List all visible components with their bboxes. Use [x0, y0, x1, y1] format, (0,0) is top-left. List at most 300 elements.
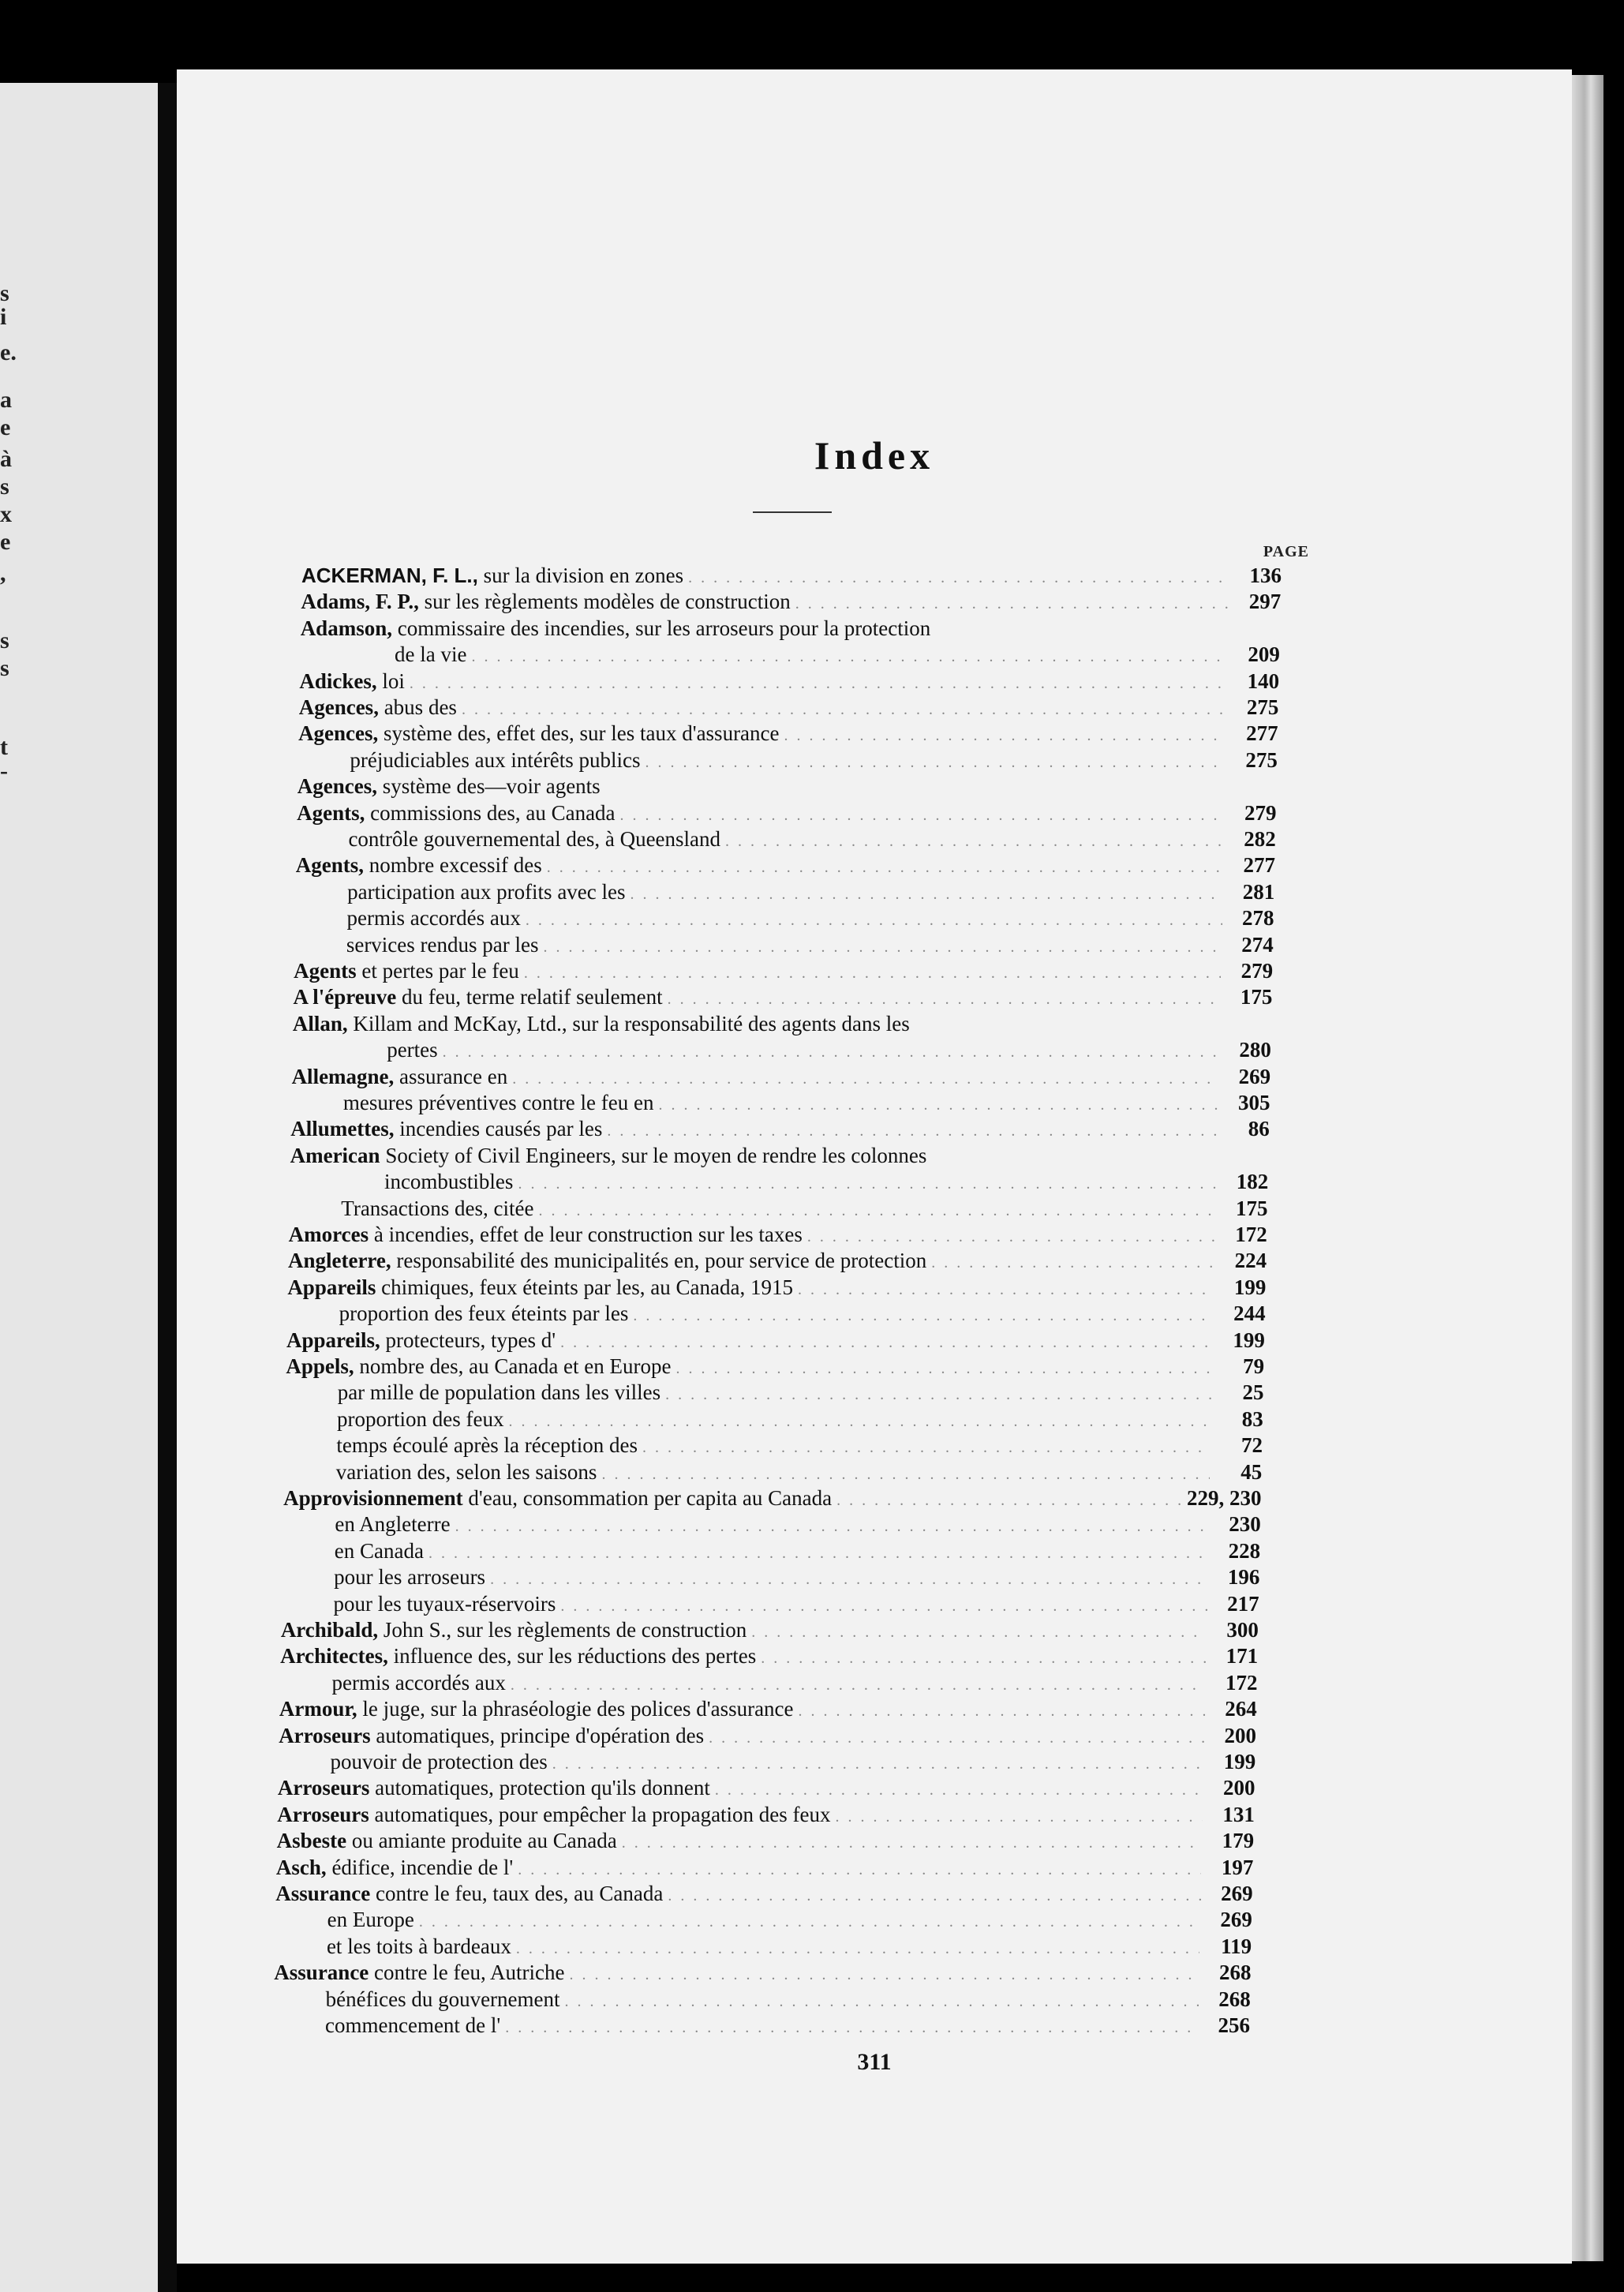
index-entry: [277, 1802, 1255, 1827]
entry-page-number: 199: [1223, 1750, 1256, 1773]
entry-text: [286, 1328, 556, 1353]
entry-page-number: 172: [1225, 1670, 1258, 1695]
index-entry: [335, 1511, 1260, 1537]
dot-leader: [751, 1620, 1207, 1645]
entry-text: [276, 1855, 513, 1880]
facing-page-text-fragment: x: [0, 501, 12, 527]
index-entry: [384, 1169, 1268, 1194]
index-entry: [299, 695, 1279, 720]
entry-heading: Architectes,: [280, 1644, 388, 1668]
entry-page-number: 86: [1248, 1117, 1270, 1141]
facing-page-text-fragment: s: [0, 474, 9, 500]
dot-leader: [518, 1857, 1201, 1882]
index-entry: [294, 958, 1273, 983]
facing-page-text-fragment: à: [0, 446, 12, 472]
index-entry: [297, 773, 1277, 799]
entry-heading: Arroseurs: [277, 1802, 369, 1826]
index-entry: [294, 984, 1273, 1009]
entry-page-number: 279: [1240, 959, 1274, 983]
entry-description: participation aux profits avec les: [347, 879, 626, 904]
entry-page-number: 119: [1221, 1934, 1252, 1958]
entry-page-number: 282: [1244, 827, 1276, 851]
entry-page-number: 224: [1234, 1249, 1267, 1273]
entry-page-number: 269: [1221, 1882, 1253, 1905]
entry-description: en Europe: [327, 1908, 414, 1932]
entry-text: [333, 1591, 556, 1616]
entry-description: bénéfices du gouvernement: [325, 1987, 560, 2011]
entry-heading: Agents,: [295, 853, 365, 878]
dot-leader: [665, 1382, 1211, 1407]
entry-description: protecteurs, types d': [380, 1328, 556, 1352]
entry-description: contrôle gouvernemental des, à Queensland: [348, 827, 721, 851]
index-entry: [334, 1564, 1259, 1590]
entry-page-number: 200: [1224, 1723, 1256, 1747]
facing-page-text-fragment: -: [0, 758, 8, 784]
index-entry: [348, 826, 1275, 852]
dot-leader: [709, 1725, 1204, 1751]
entry-text: [336, 1459, 597, 1485]
dot-leader: [668, 1883, 1200, 1908]
dot-leader: [560, 1330, 1213, 1355]
entry-page-number: 230: [1229, 1512, 1261, 1537]
entry-description: mesures préventives contre le feu en: [342, 1091, 654, 1114]
entry-page-number: 274: [1241, 932, 1274, 957]
entry-text: [341, 1196, 533, 1221]
dot-leader: [761, 1646, 1206, 1671]
index-entry: [288, 1248, 1267, 1273]
entry-description: ou amiante produite au Canada: [346, 1829, 617, 1853]
entry-page-number: 275: [1245, 747, 1278, 772]
entry-description: loi: [376, 668, 405, 693]
entry-page-number: 305: [1237, 1091, 1270, 1114]
entry-description: temps écoulé après la réception des: [336, 1433, 638, 1458]
dot-leader: [518, 1171, 1216, 1197]
index-entry: [293, 1011, 1272, 1036]
entry-description: automatiques, protection qu'ils donnent: [369, 1776, 710, 1800]
index-entry: [281, 1617, 1259, 1642]
entry-text: [287, 1275, 793, 1300]
entry-text: [348, 826, 720, 852]
entry-text: [343, 1090, 654, 1115]
entry-heading: Approvisionnement: [283, 1486, 463, 1510]
entry-heading: Allumettes,: [290, 1117, 395, 1141]
entry-description: commissaire des incendies, sur les arroseurs pour la protection: [391, 616, 931, 640]
facing-page-text-fragment: i: [0, 304, 7, 330]
entry-description: Killam and McKay, Ltd., sur la responsabilité des agents dans les: [347, 1011, 910, 1036]
entry-heading: Appareils: [287, 1275, 376, 1299]
index-page: [177, 69, 1572, 2264]
index-entry: [338, 1380, 1264, 1405]
entry-page-number: 281: [1242, 879, 1275, 904]
entry-description: préjudiciables aux intérêts publics: [350, 747, 641, 772]
entry-heading: Agences,: [297, 774, 377, 799]
entry-text: [327, 1934, 511, 1959]
entry-text: [293, 1011, 910, 1036]
entry-text: [278, 1775, 710, 1800]
entry-text: [296, 852, 542, 878]
entry-text: [281, 1617, 747, 1642]
entry-text: [286, 1354, 671, 1379]
entry-description: contre le feu, Autriche: [369, 1961, 565, 1985]
facing-page-text-fragment: e: [0, 529, 11, 555]
entry-page-number: 131: [1222, 1802, 1255, 1826]
entry-text: [279, 1723, 704, 1748]
entry-description: Society of Civil Engineers, sur le moyen de rendre les colonnes: [380, 1143, 927, 1167]
entry-page-number: 268: [1218, 1987, 1251, 2011]
page-title: Index: [814, 433, 935, 478]
entry-heading: Assurance: [274, 1961, 369, 1985]
entry-page-number: 256: [1218, 2013, 1250, 2037]
entry-heading: Amorces: [288, 1223, 369, 1246]
entry-description: permis accordés aux: [346, 906, 521, 931]
index-entry: [301, 563, 1282, 588]
dot-leader: [659, 1092, 1218, 1118]
index-entry: [331, 1749, 1256, 1774]
dot-leader: [784, 723, 1226, 748]
entry-page-number: 182: [1236, 1170, 1269, 1194]
entry-page-number: 264: [1225, 1697, 1257, 1721]
entry-description: contre le feu, taux des, au Canada: [370, 1882, 664, 1905]
entry-page-number: 199: [1233, 1275, 1267, 1299]
index-entry: [325, 2013, 1250, 2038]
dot-leader: [516, 1936, 1199, 1961]
dot-leader: [688, 565, 1229, 590]
dot-leader: [676, 1356, 1213, 1381]
entry-text: [290, 1116, 602, 1141]
entry-text: [297, 773, 601, 799]
entry-description: John S., sur les règlements de construction: [378, 1618, 747, 1642]
entry-description: de la vie: [395, 642, 467, 667]
entry-page-number: 72: [1240, 1433, 1263, 1458]
dot-leader: [668, 987, 1221, 1012]
entry-page-number: 197: [1221, 1855, 1254, 1879]
index-entry: [339, 1301, 1266, 1326]
dot-leader: [631, 882, 1223, 907]
index-entry: [277, 1828, 1255, 1853]
index-entry: [301, 589, 1281, 614]
entry-text: [275, 1881, 663, 1906]
entry-description: d'eau, consommation per capita au Canada: [462, 1486, 833, 1510]
entry-text: [301, 616, 931, 641]
page-number: 311: [857, 2049, 892, 2075]
facing-page-text-fragment: s: [0, 655, 9, 681]
entry-description: nombre des, au Canada et en Europe: [354, 1354, 672, 1378]
entry-description: nombre excessif des: [364, 853, 542, 878]
entry-page-number: 217: [1227, 1591, 1259, 1616]
facing-page-text-fragment: s: [0, 627, 9, 654]
page-column-label: PAGE: [1263, 543, 1309, 560]
entry-page-number: 136: [1249, 564, 1282, 587]
dot-leader: [565, 1989, 1199, 2014]
entry-text: [294, 984, 663, 1009]
facing-page-text-fragment: e: [0, 414, 11, 440]
entry-text: [350, 747, 640, 773]
dot-leader: [505, 2015, 1198, 2040]
index-entry: [346, 905, 1274, 931]
index-entry: [286, 1328, 1265, 1353]
entry-page-number: 45: [1240, 1459, 1263, 1484]
entry-text: [336, 1432, 638, 1458]
entry-heading: Allemagne,: [291, 1064, 395, 1088]
entry-text: [327, 1907, 414, 1932]
entry-heading: A l'épreuve: [293, 985, 397, 1009]
entry-text: [334, 1564, 485, 1590]
entry-page-number: 278: [1242, 906, 1274, 931]
entry-page-number: 268: [1218, 1961, 1252, 1985]
entry-page-number: 297: [1248, 590, 1282, 614]
entry-text: [294, 958, 519, 983]
entry-text: [289, 1222, 803, 1247]
index-entry: [341, 1196, 1267, 1221]
entry-page-number: 279: [1244, 800, 1277, 825]
dot-leader: [410, 671, 1227, 696]
index-entry: [296, 852, 1275, 878]
entry-page-number: 179: [1222, 1829, 1255, 1853]
index-entry: [347, 879, 1274, 904]
index-entry: [280, 1643, 1258, 1668]
entry-text: [277, 1802, 830, 1827]
entry-text: [288, 1248, 926, 1273]
entry-heading: Adamson,: [300, 616, 392, 640]
entry-text: [299, 668, 405, 694]
book-spine: [158, 83, 177, 2292]
dot-leader: [622, 1830, 1202, 1856]
entry-page-number: 275: [1246, 695, 1279, 719]
dot-leader: [552, 1751, 1204, 1777]
entry-heading: Agences,: [298, 695, 379, 719]
index-entry: [276, 1855, 1253, 1880]
entry-description: en Angleterre: [335, 1512, 451, 1537]
entry-description: incombustibles: [384, 1170, 514, 1194]
facing-page-text-fragment: e.: [0, 339, 17, 365]
dot-leader: [455, 1514, 1209, 1539]
entry-page-number: 244: [1233, 1301, 1266, 1326]
entry-description: système des, effet des, sur les taux d'assurance: [378, 721, 780, 746]
entry-description: système des—voir agents: [376, 774, 601, 799]
index-entry: [278, 1775, 1255, 1800]
facing-page-text-fragment: t: [0, 734, 8, 760]
entry-page-number: 172: [1235, 1223, 1267, 1246]
entry-heading: Appels,: [286, 1354, 354, 1378]
entry-heading: Angleterre,: [287, 1249, 391, 1273]
entry-page-number: 200: [1223, 1776, 1255, 1800]
entry-text: [332, 1670, 506, 1695]
entry-text: [338, 1380, 660, 1405]
entry-page-number: 79: [1243, 1354, 1265, 1378]
entry-page-number: 83: [1241, 1406, 1263, 1431]
entry-text: [337, 1406, 503, 1432]
entry-heading: Archibald,: [280, 1618, 379, 1642]
entry-text: [292, 1064, 508, 1089]
entry-heading: Adams, F. P.,: [301, 590, 419, 614]
entry-text: [325, 2013, 500, 2038]
index-entry: [290, 1116, 1269, 1141]
entry-text: [335, 1538, 424, 1564]
entry-page-number: 300: [1226, 1618, 1259, 1642]
entry-heading: Asch,: [275, 1855, 327, 1879]
entry-text: [277, 1828, 617, 1853]
index-entry: [326, 1987, 1251, 2012]
entry-description: variation des, selon les saisons: [335, 1459, 597, 1484]
index-entry: [287, 1275, 1266, 1300]
entry-page-number: 229, 230: [1187, 1486, 1262, 1510]
entry-description: Transactions des, citée: [341, 1196, 534, 1220]
index-entry: [289, 1222, 1267, 1247]
entry-heading: Agences,: [298, 721, 379, 746]
entry-page-number: 199: [1233, 1328, 1265, 1352]
entry-description: proportion des feux éteints par les: [339, 1301, 629, 1326]
index-entry: [333, 1591, 1259, 1616]
index-entry: [275, 1881, 1252, 1906]
entry-page-number: 277: [1246, 721, 1278, 746]
entry-page-number: 175: [1240, 985, 1273, 1009]
entry-text: [346, 932, 539, 957]
dot-leader: [795, 591, 1229, 616]
entry-text: [298, 721, 779, 746]
entry-page-number: 140: [1247, 668, 1280, 693]
index-entry: [343, 1090, 1270, 1115]
entry-description: pour les tuyaux-réservoirs: [333, 1591, 556, 1616]
entry-page-number: 280: [1239, 1038, 1271, 1062]
dot-leader: [633, 1303, 1213, 1328]
entry-page-number: 269: [1238, 1064, 1271, 1088]
entry-heading: ACKERMAN, F. L.,: [301, 564, 478, 587]
entry-text: [387, 1037, 437, 1062]
dot-leader: [725, 829, 1224, 854]
entry-description: sur la division en zones: [477, 564, 684, 587]
index-entry: [336, 1459, 1263, 1485]
entry-description: services rendus par les: [346, 932, 539, 957]
facing-page-text-fragment: a: [0, 387, 12, 413]
entry-page-number: 196: [1227, 1565, 1260, 1590]
facing-page-text-fragment: s: [0, 280, 9, 306]
entry-description: à incendies, effet de leur construction sur les taxes: [369, 1223, 803, 1246]
entry-description: pour les arroseurs: [334, 1565, 486, 1590]
entry-text: [346, 905, 520, 931]
dot-leader: [547, 855, 1223, 880]
index-entry: [335, 1538, 1260, 1564]
dot-leader: [642, 1435, 1211, 1460]
index-entry: [292, 1064, 1271, 1089]
entry-heading: Allan,: [292, 1011, 348, 1036]
entry-description: automatiques, pour empêcher la propagation des feux: [369, 1802, 831, 1826]
dot-leader: [472, 644, 1228, 669]
dot-leader: [931, 1250, 1214, 1275]
entry-page-number: 175: [1236, 1196, 1268, 1220]
dot-leader: [544, 934, 1222, 960]
dot-leader: [509, 1409, 1211, 1434]
entry-description: automatiques, principe d'opération des: [370, 1723, 705, 1747]
entry-description: pertes: [387, 1038, 438, 1062]
dot-leader: [524, 961, 1221, 986]
entry-heading: Arroseurs: [277, 1776, 370, 1800]
dot-leader: [462, 697, 1226, 722]
dot-leader: [512, 1066, 1218, 1092]
facing-page-text-fragment: ,: [0, 560, 6, 586]
entry-text: [339, 1301, 629, 1326]
entry-text: [395, 642, 466, 667]
index-entry: [286, 1354, 1264, 1379]
dot-leader: [428, 1541, 1208, 1566]
entry-description: du feu, terme relatif seulement: [396, 985, 663, 1009]
index-entry: [283, 1485, 1261, 1511]
entry-page-number: 269: [1220, 1908, 1252, 1932]
dot-leader: [645, 750, 1225, 775]
entry-description: par mille de population dans les villes: [337, 1380, 661, 1405]
entry-description: le juge, sur la phraséologie des polices d'assurance: [357, 1697, 794, 1721]
index-entry: [387, 1037, 1271, 1062]
entry-heading: Agents,: [297, 800, 365, 825]
page-stack-edge: [1572, 75, 1603, 2261]
entry-text: [384, 1169, 514, 1194]
entry-page-number: 171: [1225, 1644, 1259, 1668]
entry-text: [335, 1511, 450, 1537]
entry-description: et les toits à bardeaux: [326, 1934, 511, 1958]
index-entry: [279, 1696, 1257, 1721]
dot-leader: [807, 1224, 1215, 1249]
entry-page-number: 277: [1243, 853, 1275, 878]
entry-description: permis accordés aux: [331, 1670, 506, 1695]
entry-text: [301, 589, 790, 614]
entry-heading: Arroseurs: [279, 1723, 371, 1747]
entry-description: commissions des, au Canada: [365, 800, 616, 825]
entry-description: édifice, incendie de l': [326, 1855, 514, 1879]
index-entry: [350, 747, 1277, 773]
index-entry: [332, 1670, 1258, 1695]
entry-heading: Armour,: [279, 1697, 357, 1721]
entry-text: [301, 563, 683, 588]
entry-text: [299, 695, 457, 720]
entry-page-number: 25: [1242, 1380, 1264, 1405]
entry-description: incendies causés par les: [394, 1117, 603, 1141]
dot-leader: [836, 1488, 1182, 1513]
entry-description: en Canada: [334, 1538, 424, 1563]
entry-description: influence des, sur les réductions des pertes: [387, 1644, 757, 1668]
index-entry: [279, 1723, 1256, 1748]
entry-heading: Adickes,: [299, 668, 377, 693]
entry-text: [274, 1960, 564, 1985]
entry-heading: Asbeste: [276, 1829, 347, 1853]
dot-leader: [798, 1277, 1214, 1302]
entry-heading: Assurance: [275, 1882, 371, 1905]
entry-heading: American: [290, 1143, 380, 1167]
dot-leader: [799, 1698, 1205, 1724]
dot-leader: [490, 1567, 1207, 1592]
dot-leader: [526, 908, 1222, 933]
entry-description: chimiques, feux éteints par les, au Canada, 1915: [376, 1275, 793, 1299]
index-entries: [177, 69, 1572, 2264]
index-entry: [297, 800, 1276, 826]
dot-leader: [607, 1118, 1217, 1144]
entry-description: responsabilité des municipalités en, pour service de protection: [391, 1249, 927, 1273]
dot-leader: [538, 1198, 1215, 1223]
entry-text: [326, 1987, 560, 2012]
index-entry: [327, 1934, 1252, 1959]
entry-description: et pertes par le feu: [356, 959, 519, 983]
entry-description: abus des: [378, 695, 457, 719]
entry-text: [331, 1749, 548, 1774]
index-entry: [299, 668, 1279, 694]
index-entry: [327, 1907, 1252, 1932]
index-entry: [274, 1960, 1251, 1985]
entry-heading: Agents: [294, 959, 357, 983]
entry-page-number: 209: [1248, 642, 1280, 667]
index-entry: [290, 1143, 1269, 1168]
entry-heading: Appareils,: [286, 1328, 380, 1352]
dot-leader: [443, 1039, 1219, 1065]
dot-leader: [836, 1804, 1203, 1829]
dot-leader: [601, 1462, 1210, 1487]
